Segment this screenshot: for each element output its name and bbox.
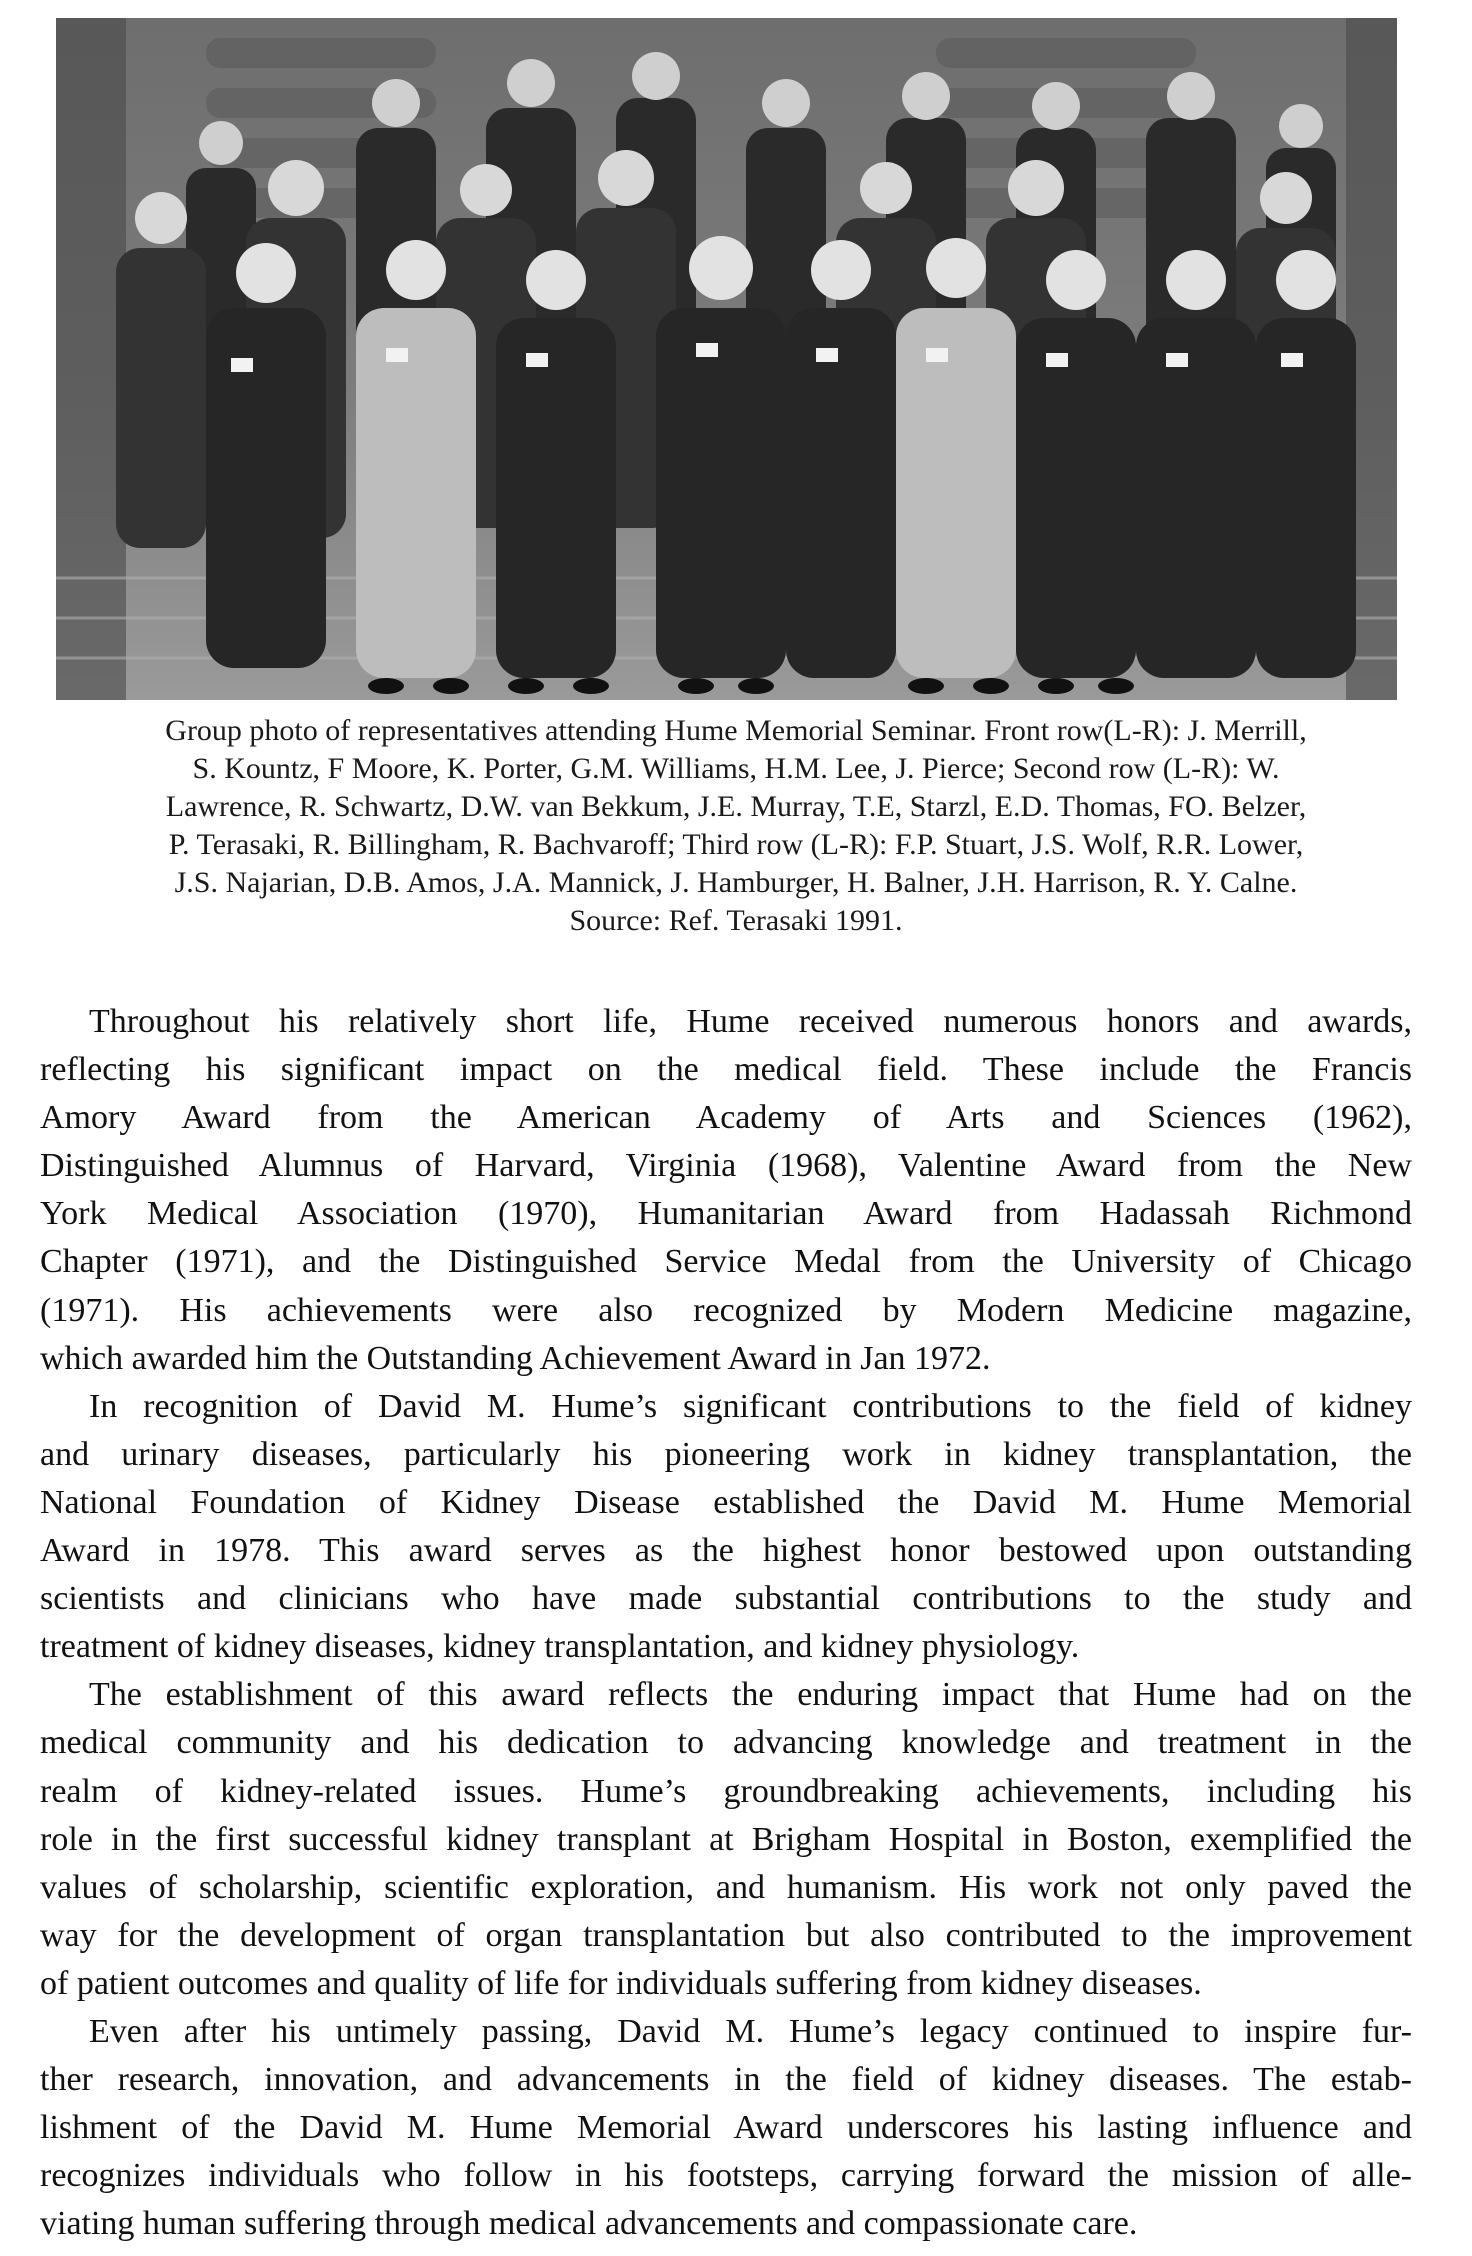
text-line: role in the first successful kidney transplant at Brigham Hospital in Boston, exemplified the <box>40 1820 1412 1858</box>
text-line: In recognition of David M. Hume’s significant contributions to the field of kidney <box>89 1387 1412 1425</box>
text-line: and urinary diseases, particularly his pioneering work in kidney transplantation, the <box>40 1435 1412 1473</box>
text-line: The establishment of this award reflects the enduring impact that Hume had on the <box>89 1676 1412 1714</box>
caption-source: Source: Ref. Terasaki 1991. <box>569 904 903 937</box>
body-text <box>40 998 1412 2248</box>
text-line: Even after his untimely passing, David M. Hume’s legacy continued to inspire fur- <box>89 2012 1412 2050</box>
text-line: medical community and his dedication to advancing knowledge and treatment in the <box>40 1724 1412 1762</box>
text-line: recognizes individuals who follow in his footsteps, carrying forward the mission of alle- <box>40 2157 1412 2195</box>
paragraph-legacy <box>40 2008 1412 2248</box>
text-line: Distinguished Alumnus of Harvard, Virginia (1968), Valentine Award from the New <box>40 1147 1412 1185</box>
text-line: scientists and clinicians who have made substantial contributions to the study and <box>40 1580 1412 1618</box>
caption-line: P. Terasaki, R. Billingham, R. Bachvaroff; Third row (L-R): F.P. Stuart, J.S. Wolf, R.R. Lower, <box>168 828 1304 861</box>
text-line: values of scholarship, scientific exploration, and humanism. His work not only paved the <box>40 1868 1412 1906</box>
group-photo <box>56 18 1397 700</box>
caption-line: Lawrence, R. Schwartz, D.W. van Bekkum, J.E. Murray, T.E, Starzl, E.D. Thomas, FO. Belzer, <box>165 790 1307 823</box>
paragraph-memorial-award <box>40 1383 1412 1672</box>
text-line: ther research, innovation, and advancements in the field of kidney diseases. The estab- <box>40 2061 1412 2099</box>
text-line: Throughout his relatively short life, Hume received numerous honors and awards, <box>89 1003 1412 1040</box>
caption-line: Group photo of representatives attending Hume Memorial Seminar. Front row(L-R): J. Merrill, <box>165 714 1307 747</box>
figure-caption <box>52 712 1420 940</box>
text-line: reflecting his significant impact on the medical field. These include the Francis <box>40 1051 1412 1089</box>
text-line: way for the development of organ transplantation but also contributed to the improvement <box>40 1916 1412 1954</box>
text-line: National Foundation of Kidney Disease established the David M. Hume Memorial <box>40 1483 1412 1521</box>
text-line: Amory Award from the American Academy of Arts and Sciences (1962), <box>40 1099 1412 1137</box>
text-line: viating human suffering through medical advancements and compassionate care. <box>40 2205 1138 2243</box>
text-line: treatment of kidney diseases, kidney transplantation, and kidney physiology. <box>40 1628 1080 1666</box>
text-line: which awarded him the Outstanding Achievement Award in Jan 1972. <box>40 1339 991 1377</box>
caption-line: S. Kountz, F Moore, K. Porter, G.M. Williams, H.M. Lee, J. Pierce; Second row (L-R): W. <box>192 752 1280 785</box>
paragraph-awards <box>40 998 1412 1383</box>
text-line: realm of kidney-related issues. Hume’s groundbreaking achievements, including his <box>40 1772 1412 1810</box>
paragraph-establishment <box>40 1671 1412 2008</box>
text-line: Award in 1978. This award serves as the highest honor bestowed upon outstanding <box>40 1532 1412 1570</box>
text-line: lishment of the David M. Hume Memorial Award underscores his lasting influence and <box>40 2109 1412 2147</box>
text-line: (1971). His achievements were also recognized by Modern Medicine magazine, <box>40 1291 1412 1329</box>
caption-line: J.S. Najarian, D.B. Amos, J.A. Mannick, J. Hamburger, H. Balner, J.H. Harrison, R. Y. Calne. <box>174 866 1298 899</box>
text-line: Chapter (1971), and the Distinguished Service Medal from the University of Chicago <box>40 1243 1412 1281</box>
group-photo-image <box>56 18 1397 700</box>
text-line: York Medical Association (1970), Humanitarian Award from Hadassah Richmond <box>40 1195 1412 1233</box>
text-line: of patient outcomes and quality of life for individuals suffering from kidney diseases. <box>40 1964 1202 2002</box>
